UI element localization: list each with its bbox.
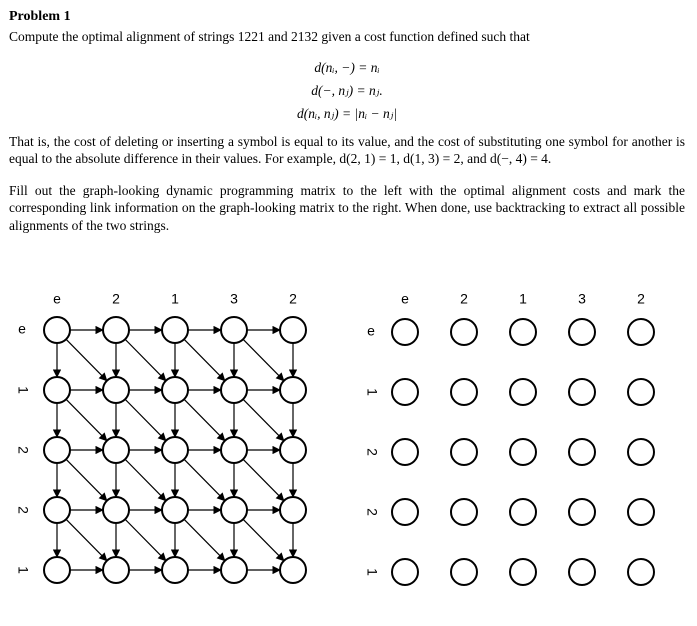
problem-document [9,8,685,234]
right-node[interactable] [628,499,654,525]
left-link-diagonal [184,519,225,560]
equation-insertion: d(−, nⱼ) = nⱼ. [311,82,383,98]
left-link-diagonal [125,339,166,380]
right-node[interactable] [392,379,418,405]
left-node[interactable] [280,377,306,403]
right-node[interactable] [628,559,654,585]
right-node[interactable] [451,499,477,525]
left-node[interactable] [162,317,188,343]
left-node[interactable] [280,497,306,523]
right-row-label-3: 2 [364,508,381,516]
left-col-label-4: 2 [289,290,297,307]
right-node[interactable] [510,319,536,345]
left-node[interactable] [103,437,129,463]
right-node[interactable] [392,319,418,345]
left-node[interactable] [44,557,70,583]
left-col-label-2: 1 [171,290,179,307]
left-node[interactable] [221,437,247,463]
right-node[interactable] [510,499,536,525]
equation-deletion: d(nᵢ, −) = nᵢ [314,59,380,75]
left-link-diagonal [66,519,107,560]
right-col-label-2: 1 [519,290,527,307]
cost-explanation: That is, the cost of deleting or inserting a symbol is equal to its value, and the cost of substituting one symbol for another is equal to the absolute difference in their values. For example, d(2, 1) = 1, d(1, 3) = 2, and d(−, 4) = 4. [9,133,685,166]
left-col-label-0: e [53,290,61,307]
problem-title: Problem 1 [9,9,71,24]
left-col-label-1: 2 [112,290,120,307]
right-col-label-3: 3 [578,290,586,307]
right-node[interactable] [392,499,418,525]
right-node[interactable] [569,319,595,345]
left-link-diagonal [184,399,225,440]
left-node[interactable] [221,497,247,523]
dp-link-matrix [364,291,654,585]
right-node[interactable] [451,559,477,585]
left-node[interactable] [44,377,70,403]
left-node[interactable] [280,557,306,583]
left-node[interactable] [162,377,188,403]
problem-intro: Compute the optimal alignment of strings 1221 and 2132 given a cost function defined such that [9,29,530,44]
left-link-diagonal [66,459,107,500]
left-node[interactable] [44,497,70,523]
left-node[interactable] [103,317,129,343]
left-row-label-0: e [18,320,26,337]
left-node[interactable] [44,437,70,463]
left-link-diagonal [125,519,166,560]
right-row-label-4: 1 [364,568,381,576]
right-node[interactable] [628,379,654,405]
right-row-label-2: 2 [364,448,381,456]
left-link-diagonal [243,339,284,380]
right-node[interactable] [451,379,477,405]
right-node[interactable] [510,559,536,585]
right-node[interactable] [451,439,477,465]
left-node[interactable] [280,317,306,343]
left-link-diagonal [243,519,284,560]
left-row-label-1: 1 [15,386,32,394]
left-row-label-2: 2 [15,446,32,454]
right-node[interactable] [510,439,536,465]
cost-equations [9,56,685,125]
right-node[interactable] [569,379,595,405]
right-col-label-0: e [401,290,409,307]
right-row-label-0: e [367,322,375,339]
left-row-label-3: 2 [15,506,32,514]
dp-cost-matrix [15,291,306,583]
left-node[interactable] [221,557,247,583]
right-row-label-1: 1 [364,388,381,396]
equation-substitution: d(nᵢ, nⱼ) = |nᵢ − nⱼ| [296,105,398,121]
left-node[interactable] [221,317,247,343]
left-node[interactable] [103,377,129,403]
right-node[interactable] [392,559,418,585]
left-node[interactable] [103,497,129,523]
right-node[interactable] [569,559,595,585]
left-link-diagonal [66,339,107,380]
right-node[interactable] [510,379,536,405]
left-node[interactable] [280,437,306,463]
right-node[interactable] [569,499,595,525]
right-node[interactable] [451,319,477,345]
left-link-diagonal [243,459,284,500]
right-node[interactable] [569,439,595,465]
right-node[interactable] [392,439,418,465]
left-node[interactable] [44,317,70,343]
right-col-label-1: 2 [460,290,468,307]
left-link-diagonal [184,339,225,380]
right-node[interactable] [628,319,654,345]
instructions: Fill out the graph-looking dynamic programming matrix to the left with the optimal alignment costs and mark the corresponding link information on the graph-looking matrix to the right. When done, use backtracking to extract all possible alignments of the two strings. [9,182,685,233]
left-link-diagonal [243,399,284,440]
right-node[interactable] [628,439,654,465]
left-link-diagonal [66,399,107,440]
left-link-diagonal [125,399,166,440]
left-col-label-3: 3 [230,290,238,307]
matrices-figure [0,280,697,600]
left-node[interactable] [103,557,129,583]
left-link-diagonal [184,459,225,500]
left-node[interactable] [162,557,188,583]
left-node[interactable] [162,437,188,463]
left-row-label-4: 1 [15,566,32,574]
left-node[interactable] [162,497,188,523]
left-node[interactable] [221,377,247,403]
left-link-diagonal [125,459,166,500]
right-col-label-4: 2 [637,290,645,307]
